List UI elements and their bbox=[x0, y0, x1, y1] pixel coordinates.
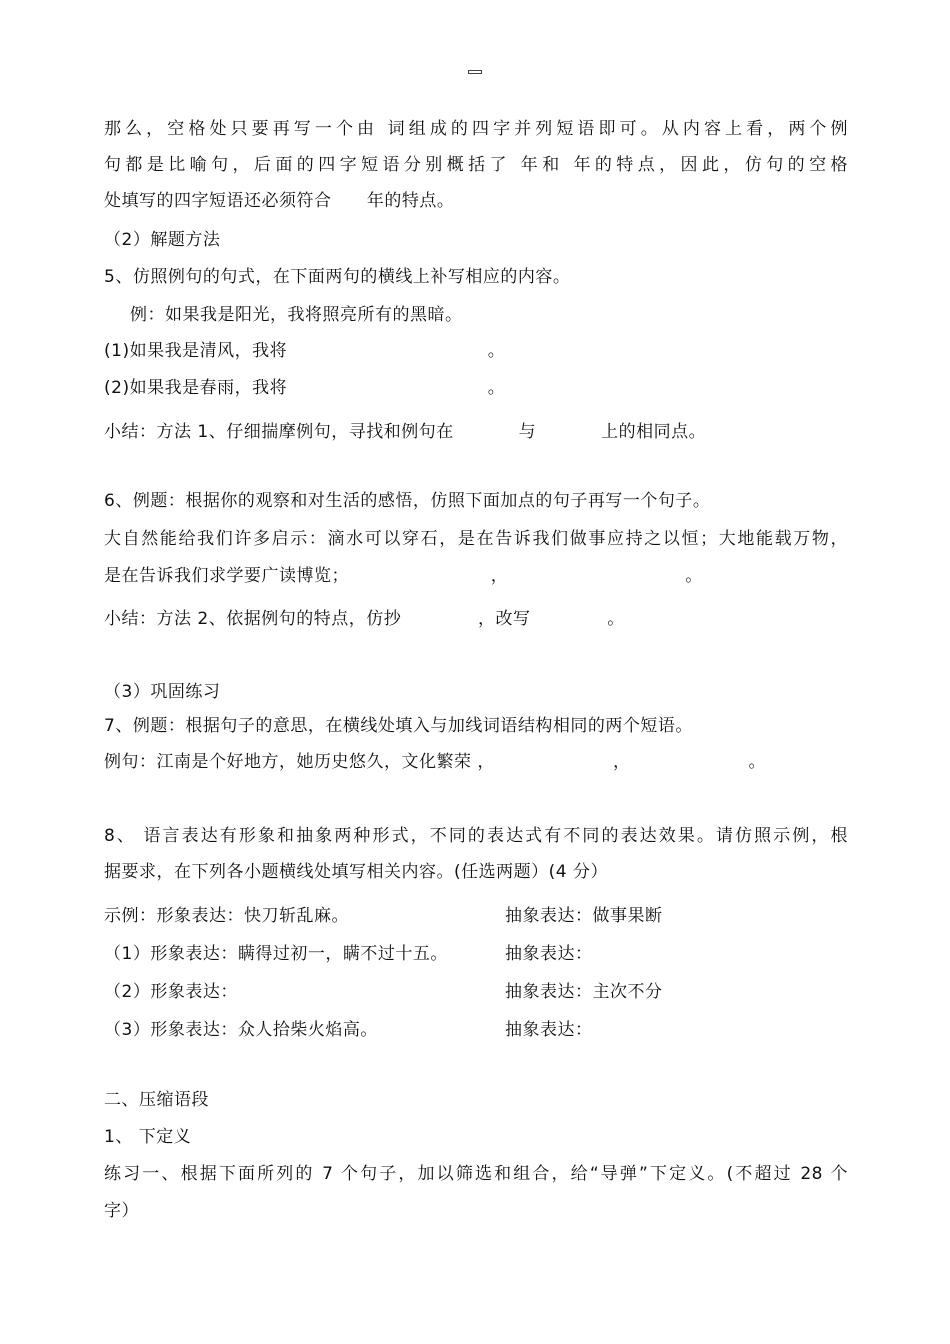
paragraph-line: 字） bbox=[104, 1201, 139, 1221]
question-6: 6、例题：根据你的观察和对生活的感悟，仿照下面加点的句子再写一个句子。 bbox=[104, 491, 711, 511]
paragraph-line: 据要求，在下列各小题横线处填写相关内容。(任选两题）(4 分） bbox=[104, 862, 608, 882]
paragraph-line: 练习一、根据下面所列的 7 个句子，加以筛选和组合，给“导弹”下定义。(不超过 28 个 bbox=[104, 1164, 848, 1184]
item-right: 抽象表达：主次不分 bbox=[505, 982, 663, 1002]
exercise-item: (1)如果我是清风，我将 。 bbox=[104, 341, 506, 361]
paragraph-line: 大自然能给我们许多启示：滴水可以穿石，是在告诉我们做事应持之以恒；大地能载万物， bbox=[104, 529, 848, 549]
summary-line: 小结：方法 1、仔细揣摩例句，寻找和例句在 与 上的相同点。 bbox=[104, 422, 707, 442]
paragraph-line: 那么，空格处只要再写一个由 词组成的四字并列短语即可。从内容上看，两个例 bbox=[104, 119, 848, 139]
item-right: 抽象表达： bbox=[505, 1020, 593, 1040]
example-right: 抽象表达：做事果断 bbox=[505, 906, 663, 926]
exercise-item: (2)如果我是春雨，我将 。 bbox=[104, 378, 506, 398]
example-sentence: 例句：江南是个好地方，她历史悠久，文化繁荣 ， ， 。 bbox=[104, 752, 767, 772]
section-heading: 二、压缩语段 bbox=[104, 1090, 209, 1110]
item-left: （3）形象表达：众人拾柴火焰高。 bbox=[104, 1020, 378, 1040]
summary-line: 小结：方法 2、依据例句的特点，仿抄 ，改写 。 bbox=[104, 609, 625, 629]
page-header-mark bbox=[468, 70, 482, 74]
example-left: 示例：形象表达：快刀斩乱麻。 bbox=[104, 906, 349, 926]
item-left: （2）形象表达： bbox=[104, 982, 238, 1002]
paragraph-line: 是在告诉我们求学要广读博览； ， 。 bbox=[104, 566, 703, 586]
question-5: 5、仿照例句的句式，在下面两句的横线上补写相应的内容。 bbox=[104, 267, 571, 287]
section-heading: （3）巩固练习 bbox=[104, 682, 221, 702]
question-7: 7、例题：根据句子的意思，在横线处填入与加线词语结构相同的两个短语。 bbox=[104, 716, 693, 736]
item-right: 抽象表达： bbox=[505, 944, 593, 964]
subsection-heading: 1、 下定义 bbox=[104, 1127, 192, 1147]
paragraph-line: 处填写的四字短语还必须符合 年的特点。 bbox=[104, 191, 455, 211]
question-8: 8、 语言表达有形象和抽象两种形式，不同的表达式有不同的表达效果。请仿照示例，根 bbox=[104, 826, 848, 846]
item-left: （1）形象表达：瞒得过初一，瞒不过十五。 bbox=[104, 944, 448, 964]
section-heading: （2）解题方法 bbox=[104, 230, 221, 250]
example-sentence: 例：如果我是阳光，我将照亮所有的黑暗。 bbox=[130, 305, 463, 325]
paragraph-line: 句都是比喻句，后面的四字短语分别概括了 年和 年的特点，因此，仿句的空格 bbox=[104, 155, 848, 175]
